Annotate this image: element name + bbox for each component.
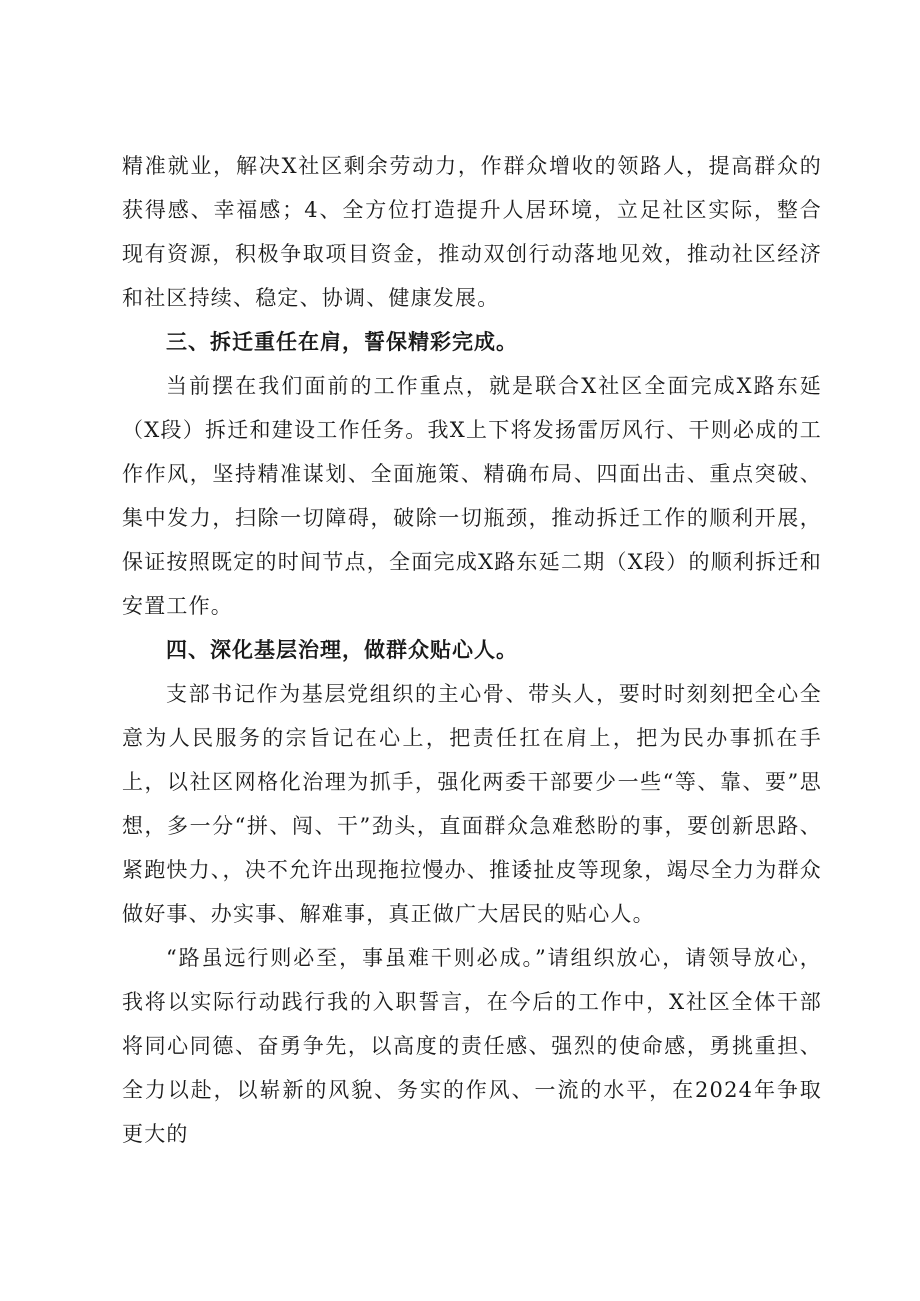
closing-paragraph: “路虽远行则必至，事虽难干则必成。”请组织放心，请领导放心，我将以实际行动践行我的入职誓言，在今后的工作中，X社区全体干部将同心同德、奋勇争先，以高度的责任感、强烈的使命感，勇挑重担、全力以赴，以崭新的风貌、务实的作风、一流的水平，在2024年争取更大的 bbox=[122, 946, 822, 1146]
section-4-paragraph: 支部书记作为基层党组织的主心骨、带头人，要时时刻刻把全心全意为人民服务的宗旨记在心上，把责任扛在肩上，把为民办事抓在手上，以社区网格化治理为抓手，强化两委干部要少一些“等、靠、要”思想，多一分“拼、闯、干”劲头，直面群众急难愁盼的事，要创新思路、紧跑快力、，决不允许出现拖拉慢办、推诿扯皮等现象，竭尽全力为群众做好事、办实事、解难事，真正做广大居民的贴心人。 bbox=[122, 682, 822, 926]
section-3-heading: 三、拆迁重任在肩，誓保精彩完成。 bbox=[166, 330, 518, 354]
section-3-paragraph: 当前摆在我们面前的工作重点，就是联合X社区全面完成X路东延（X段）拆迁和建设工作任务。我X上下将发扬雷厉风行、干则必成的工作作风，坚持精准谋划、全面施策、精确布局、四面出击、重点突破、集中发力，扫除一切障碍，破除一切瓶颈，推动拆迁工作的顺利开展，保证按照既定的时间节点，全面完成X路东延二期（X段）的顺利拆迁和安置工作。 bbox=[122, 374, 822, 618]
section-4-heading: 四、深化基层治理，做群众贴心人。 bbox=[166, 638, 518, 662]
continued-paragraph: 精准就业，解决X社区剩余劳动力，作群众增收的领路人，提高群众的获得感、幸福感；4、全方位打造提升人居环境，立足社区实际，整合现有资源，积极争取项目资金，推动双创行动落地见效，推动社区经济和社区持续、稳定、协调、健康发展。 bbox=[122, 154, 822, 310]
document-page bbox=[122, 144, 822, 1156]
